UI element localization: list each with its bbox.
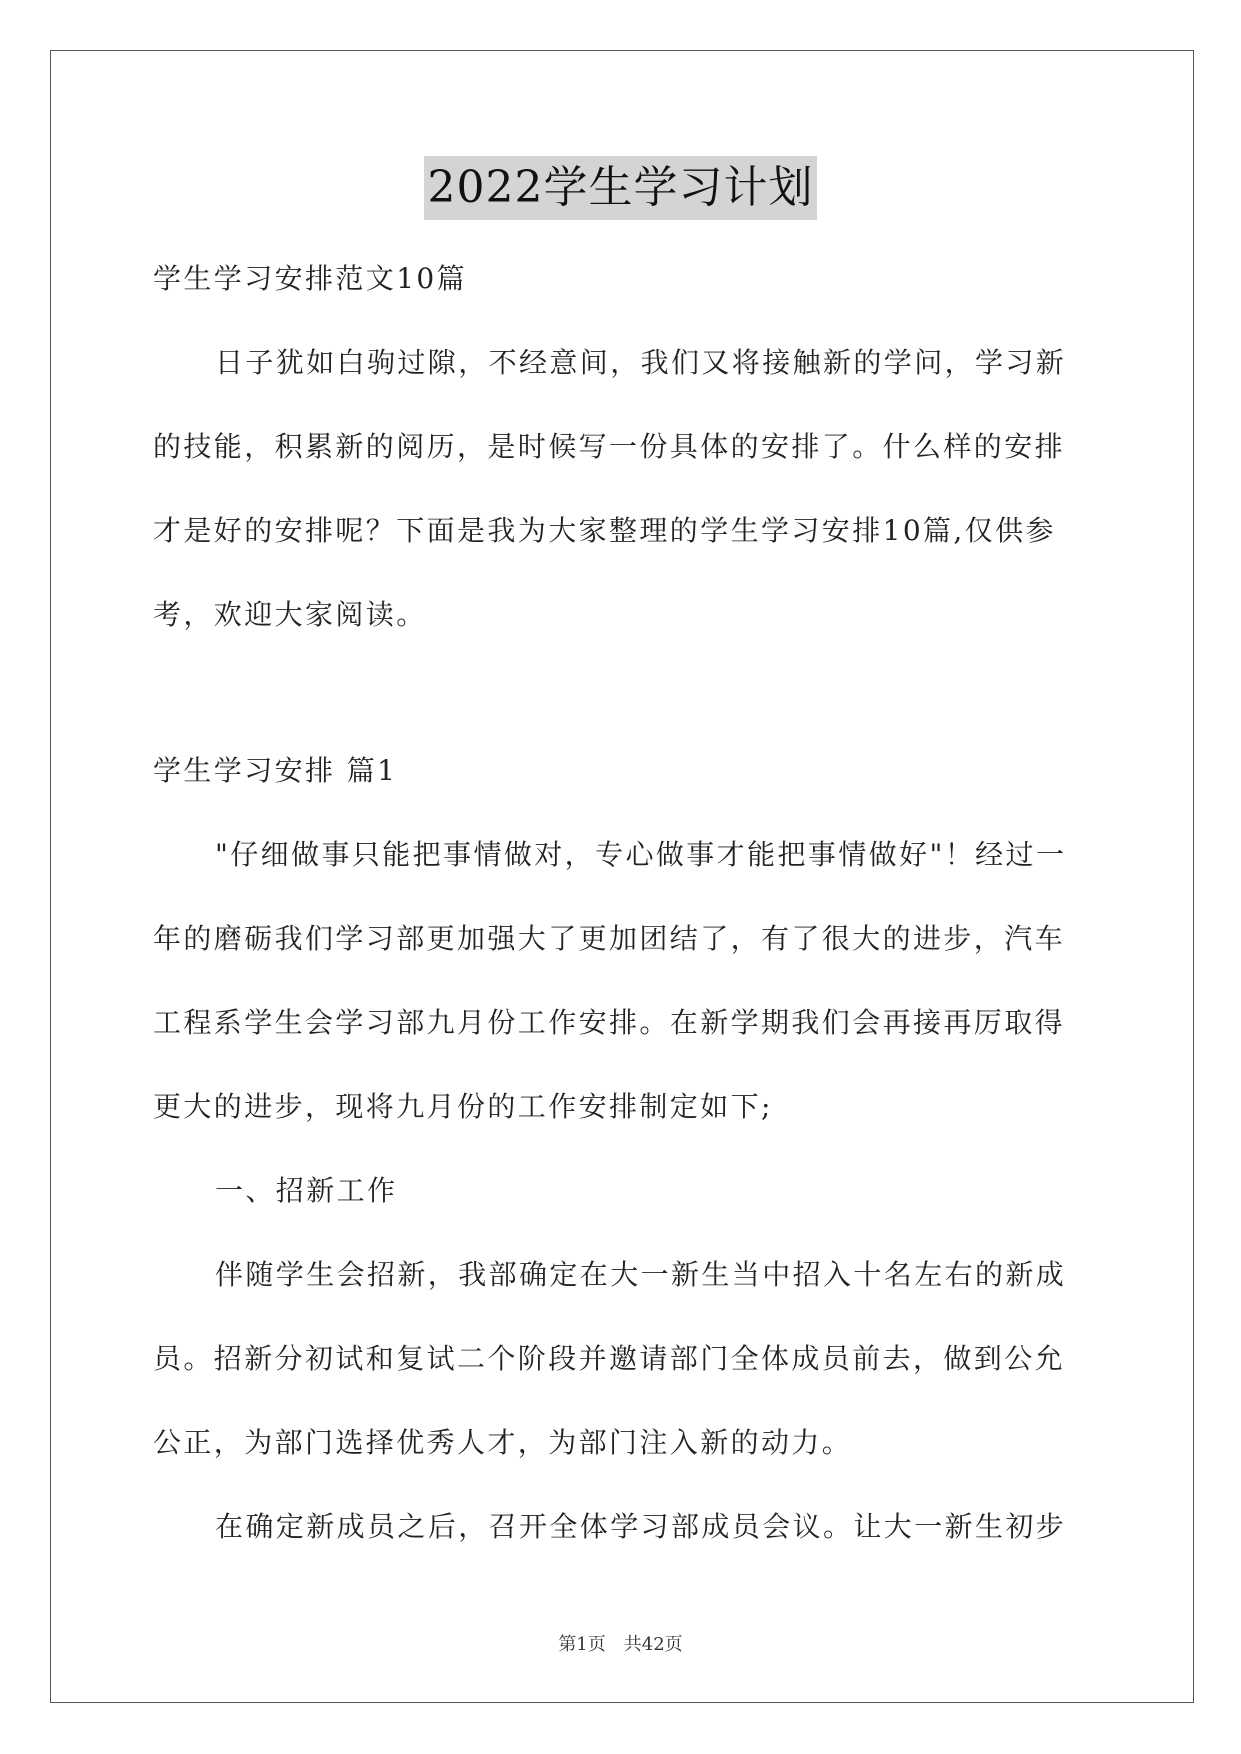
section-spacer (153, 657, 1093, 729)
page-total: 共42页 (623, 1634, 683, 1655)
title-container (0, 156, 1241, 220)
document-subtitle: 学生学习安排范文10篇 (153, 262, 468, 295)
section-heading: 学生学习安排 篇1 (153, 754, 398, 787)
body-paragraph: 在确定新成员之后，召开全体学习部成员会议。让大一新生初步 (215, 1510, 1067, 1543)
intro-paragraph: 日子犹如白驹过隙，不经意间，我们又将接触新的学问，学习新的技能，积累新的阅历，是时候写一份具体的安排了。什么样的安排才是好的安排呢？下面是我为大家整理的学生学习安排10篇,仅供参考，欢迎大家阅读。 (153, 346, 1067, 631)
body-paragraph: "仔细做事只能把事情做对，专心做事才能把事情做好"！经过一年的磨砺我们学习部更加强大了更加团结了，有了很大的进步，汽车工程系学生会学习部九月份工作安排。在新学期我们会再接再厉取得更大的进步，现将九月份的工作安排制定如下; (153, 838, 1067, 1123)
list-heading: 一、招新工作 (215, 1174, 398, 1207)
document-title: 2022学生学习计划 (424, 156, 818, 220)
body-paragraph: 伴随学生会招新，我部确定在大一新生当中招入十名左右的新成员。招新分初试和复试二个阶段并邀请部门全体成员前去，做到公允公正，为部门选择优秀人才，为部门注入新的动力。 (153, 1258, 1067, 1459)
document-body (153, 237, 1093, 1569)
page-number: 第1页 (558, 1634, 606, 1655)
page-footer (0, 1633, 1241, 1657)
